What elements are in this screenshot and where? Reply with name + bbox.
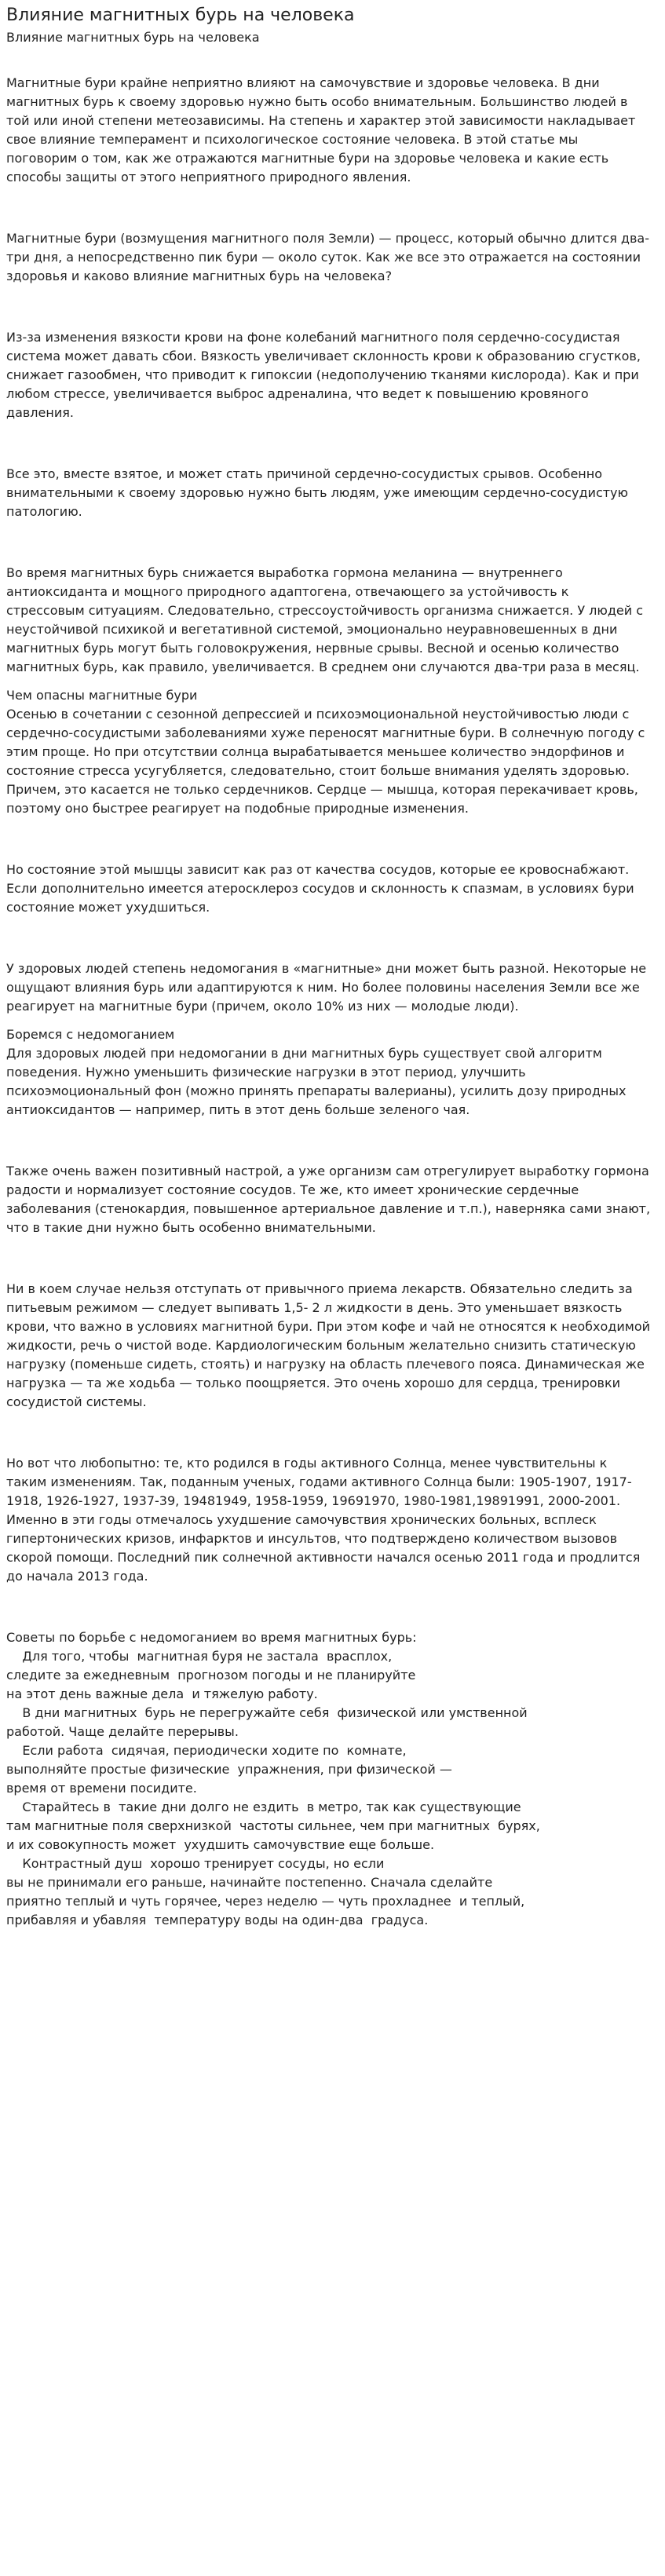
paragraph-fight-4: Но вот что любопытно: те, кто родился в годы активного Солнца, менее чувствительны к таким изменениям. Так, поданным ученых, годами активного Солнца были: 1905-1907, 1917-1918, 1926-1927, 1937-39, 19481949, 1958-1959, 19691970, 1980-1981,19891991, 2000-2001. Именно в эти годы отмечалось ухудшение самочувствия хронических больных, всплеск гипертонических кризов, инфарктов и инсультов, что подтверждено количеством вызовов скорой помощи. Последний пик солнечной активности начался осенью 2011 года и продлится до начала 2013 года. xyxy=(6,1456,645,1584)
tip-item: Старайтесь в такие дни долго не ездить в метро, так как существующие там магнитные поля сверхнизкой частоты сильнее, чем при магнитных бурях, и их совокупность может ухудшить самочувствие еще больше. xyxy=(6,1800,540,1852)
section-heading-tips: Советы по борьбе с недомоганием во время магнитных бурь: xyxy=(6,1630,417,1645)
paragraph-fight-3: Ни в коем случае нельзя отступать от привычного приема лекарств. Обязательно следить за питьевым режимом — следует выпивать 1,5- 2 л жидкости в день. Это уменьшает вязкость крови, что важно в условиях магнитной бури. При этом кофе и чай не относятся к необходимой жидкости, речь о чистой воде. Кардиологическим больным желательно снизить статическую нагрузку (поменьше сидеть, стоять) и нагрузку на область плечевого пояса. Динамическая же нагрузка — та же ходьба — только поощряется. Это очень хорошо для сердца, тренировки сосудистой системы. xyxy=(6,1281,655,1409)
tips-list xyxy=(6,1647,651,1930)
section-heading-fight: Боремся с недомоганием xyxy=(6,1027,175,1042)
paragraph-danger-2: Но состояние этой мышцы зависит как раз от качества сосудов, которые ее кровоснабжают. Если дополнительно имеется атеросклероз сосудов и склонность к спазмам, в условиях бури состояние может ухудшиться. xyxy=(6,862,638,915)
paragraph-intro-1: Магнитные бури крайне неприятно влияют на самочувствие и здоровье человека. В дни магнитных бурь к своему здоровью нужно быть особо внимательным. Большинство людей в той или иной степени метеозависимы. На степень и характер этой зависимости накладывает свое влияние темперамент и психологическое состояние человека. В этой статье мы поговорим о том, как же отражаются магнитные бури на здоровье человека и какие есть способы защиты от этого неприятного природного явления. xyxy=(6,75,640,185)
page-title: Влияние магнитных бурь на человека xyxy=(6,5,355,25)
paragraph-intro-2: Магнитные бури (возмущения магнитного поля Земли) — процесс, который обычно длится два-три дня, а непосредственно пик бури — около суток. Как же все это отражается на состоянии здоровья и каково влияние магнитных бурь на человека? xyxy=(6,231,649,283)
tip-item: Для того, чтобы магнитная буря не застала врасплох, следите за ежедневным прогнозом погоды и не планируйте на этот день важные дела и тяжелую работу. xyxy=(6,1649,416,1701)
tip-item: Контрастный душ хорошо тренирует сосуды, но если вы не принимали его раньше, начинайте постепенно. Сначала сделайте приятно теплый и чуть горячее, через неделю — чуть прохладнее и теплый, прибавляя и убавляя температуру воды на один-два градуса. xyxy=(6,1856,525,1927)
paragraph-fight-2: Также очень важен позитивный настрой, а уже организм сам отрегулирует выработку гормона радости и нормализует состояние сосудов. Те же, кто имеет хронические сердечные заболевания (стенокардия, повышенное артериальное давление и т.п.), наверняка сами знают, что в такие дни нужно быть особенно внимательными. xyxy=(6,1164,655,1235)
article-subtitle: Влияние магнитных бурь на человека xyxy=(6,30,260,45)
paragraph-intro-4: Все это, вместе взятое, и может стать причиной сердечно-сосудистых срывов. Особенно внимательными к своему здоровью нужно быть людям, уже имеющим сердечно-сосудистую патологию. xyxy=(6,466,633,519)
tip-item: Если работа сидячая, периодически ходите по комнате, выполняйте простые физические упражнения, при физической — время от времени посидите. xyxy=(6,1743,452,1796)
paragraph-fight-1: Для здоровых людей при недомогании в дни магнитных бурь существует свой алгоритм поведения. Нужно уменьшить физические нагрузки в этот период, улучшить психоэмоциональный фон (можно принять препараты валерианы), усилить дозу природных антиоксидантов — например, пить в этот день больше зеленого чая. xyxy=(6,1046,630,1117)
paragraph-intro-5: Во время магнитных бурь снижается выработка гормона меланина — внутреннего антиоксиданта и мощного природного адаптогена, отвечающего за устойчивость к стрессовым ситуациям. Следовательно, стрессоустойчивость организма снижается. У людей с неустойчивой психикой и вегетативной системой, эмоционально неуравновешенных в дни магнитных бурь могут быть головокружения, нервные срывы. Весной и осенью количество магнитных бурь, как правило, увеличивается. В среднем они случаются два-три раза в месяц. xyxy=(6,565,648,674)
paragraph-danger-3: У здоровых людей степень недомогания в «магнитные» дни может быть разной. Некоторые не ощущают влияния бурь или адаптируются к ним. Но более половины населения Земли все же реагирует на магнитные бури (причем, около 10% из них — молодые люди). xyxy=(6,961,651,1014)
paragraph-intro-3: Из-за изменения вязкости крови на фоне колебаний магнитного поля сердечно-сосудистая система может давать сбои. Вязкость увеличивает склонность крови к образованию сгустков, снижает газообмен, что приводит к гипоксии (недополучению тканями кислорода). Как и при любом стрессе, увеличивается выброс адреналина, что ведет к повышению кровяного давления. xyxy=(6,330,645,420)
paragraph-danger-1: Осенью в сочетании с сезонной депрессией и психоэмоциональной неустойчивостью люди с сердечно-сосудистыми заболеваниями хуже переносят магнитные бури. В солнечную погоду с этим проще. Но при отсутствии солнца вырабатывается меньшее количество эндорфинов и состояние стресса усугубляется, следовательно, стоит больше внимания уделять здоровью. Причем, это касается не только сердечников. Сердце — мышца, которая перекачивает кровь, поэтому оно быстрее реагирует на подобные природные изменения. xyxy=(6,707,649,816)
tip-item: В дни магнитных бурь не перегружайте себя физической или умственной работой. Чаще делайте перерывы. xyxy=(6,1705,528,1739)
section-heading-danger: Чем опасны магнитные бури xyxy=(6,688,198,703)
